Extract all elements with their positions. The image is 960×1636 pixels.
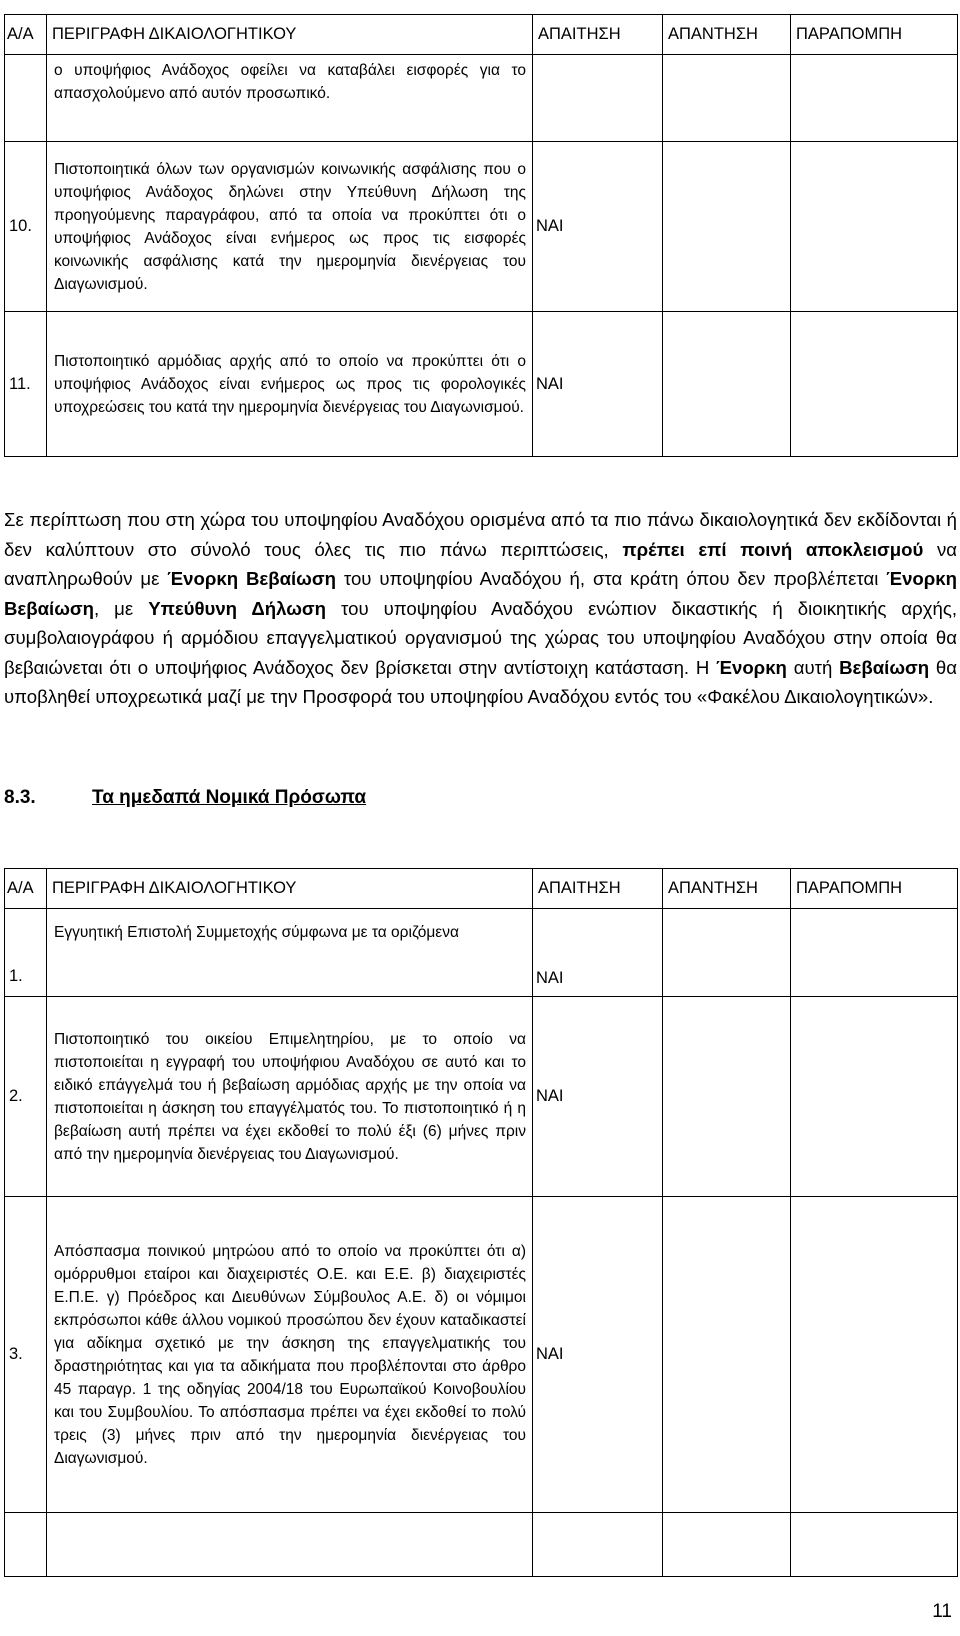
row-number (5, 55, 47, 142)
table-header-row (5, 869, 958, 909)
section-number: 8.3. (4, 787, 36, 808)
requirements-table-2 (4, 868, 958, 1577)
row-answer (663, 312, 791, 457)
header-description: ΠΕΡΙΓΡΑΦΗ ΔΙΚΑΙΟΛΟΓΗΤΙΚΟΥ (47, 15, 533, 55)
header-reference: ΠΑΡΑΠΟΜΠΗ (791, 15, 958, 55)
row-reference (791, 997, 958, 1197)
table-header-row (5, 15, 958, 55)
row-answer (663, 997, 791, 1197)
header-answer: ΑΠΑΝΤΗΣΗ (663, 15, 791, 55)
paragraph-text: του υποψηφίου Αναδόχου ενώπιον δικαστικής ή διοικητικής αρχής, συμβολαιογράφου ή αρμόδιου επαγγελματικού οργανισμού της χώρας του υποψηφίου Αναδόχου στην οποία θα βεβαιώνεται ότι ο υποψήφιος Ανάδοχος δεν βρίσκεται στην αντίστοιχη κατάσταση. Η (4, 597, 957, 678)
paragraph-emphasis: Βεβαίωση (839, 656, 930, 678)
row-reference (791, 312, 958, 457)
row-description (47, 1513, 533, 1577)
paragraph-emphasis: πρέπει επί ποινή αποκλεισμού (622, 538, 924, 560)
header-answer: ΑΠΑΝΤΗΣΗ (663, 869, 791, 909)
row-number: 2. (5, 997, 47, 1197)
header-reference: ΠΑΡΑΠΟΜΠΗ (791, 869, 958, 909)
row-number: 10. (5, 142, 47, 312)
row-number: 11. (5, 312, 47, 457)
paragraph-emphasis: Ένορκη Βεβαίωση (167, 568, 336, 589)
row-description: Πιστοποιητικό αρμόδιας αρχής από το οποίο να προκύπτει ότι ο υποψήφιος Ανάδοχος είναι ενήμερος ως προς τις φορολογικές υποχρεώσεις του κατά την ημερομηνία διενέργειας του Διαγωνισμού. (47, 312, 533, 457)
header-aa: Α/Α (5, 15, 47, 55)
paragraph-text: αυτή (786, 656, 840, 678)
row-reference (791, 909, 958, 997)
table-row (5, 142, 958, 312)
row-number (5, 1513, 47, 1577)
row-requirement (533, 55, 663, 142)
table-row (5, 1513, 958, 1577)
row-number: 3. (5, 1197, 47, 1513)
paragraph-text: , με (93, 597, 149, 619)
paragraph-emphasis: Ένορκη Βεβαίωση (4, 568, 958, 619)
row-description: Πιστοποιητικά όλων των οργανισμών κοινωνικής ασφάλισης που ο υποψήφιος Ανάδοχος δηλώνει στην Υπεύθυνη Δήλωση της προηγούμενης παραγράφου, από τα οποία να προκύπτει ότι ο υποψήφιος Ανάδοχος είναι ενήμερος ως προς τις εισφορές κοινωνικής ασφάλισης κατά την ημερομηνία διενέργειας του Διαγωνισμού. (47, 142, 533, 312)
row-answer (663, 1197, 791, 1513)
table-row (5, 312, 958, 457)
row-description: ο υποψήφιος Ανάδοχος οφείλει να καταβάλει εισφορές για το απασχολούμενο από αυτόν προσωπικό. (47, 55, 533, 142)
paragraph-text: Σε περίπτωση που στη χώρα του υποψηφίου Αναδόχου ορισμένα από τα πιο πάνω δικαιολογητικά δεν εκδίδονται ή δεν καλύπτουν στο σύνολό τους όλες τις πιο πάνω περιπτώσεις, (4, 509, 957, 560)
table-row (5, 997, 958, 1197)
row-answer (663, 55, 791, 142)
row-reference (791, 1513, 958, 1577)
paragraph-text: θα υποβληθεί υποχρεωτικά μαζί με την Προσφορά του υποψηφίου Αναδόχου εντός του «Φακέλου Δικαιολογητικών». (4, 656, 957, 707)
row-requirement: ΝΑΙ (533, 312, 663, 457)
table-row (5, 1197, 958, 1513)
row-requirement: ΝΑΙ (533, 1197, 663, 1513)
row-description: Πιστοποιητικό του οικείου Επιμελητηρίου, με το οποίο να πιστοποιείται η εγγραφή του υποψήφιου Αναδόχου σε αυτό και το ειδικό επάγγελμά του ή βεβαίωση αρμόδιας αρχής με την οποία να πιστοποιείται η άσκηση του επαγγέλματός του. Το πιστοποιητικό ή η βεβαίωση αυτή πρέπει να έχει εκδοθεί το πολύ έξι (6) μήνες πριν από την ημερομηνία διενέργειας του Διαγωνισμού. (47, 997, 533, 1197)
header-description: ΠΕΡΙΓΡΑΦΗ ΔΙΚΑΙΟΛΟΓΗΤΙΚΟΥ (47, 869, 533, 909)
row-requirement: ΝΑΙ (533, 909, 663, 997)
row-requirement: ΝΑΙ (533, 997, 663, 1197)
row-number: 1. (5, 909, 47, 997)
section-title: Τα ημεδαπά Νομικά Πρόσωπα (92, 787, 367, 808)
row-answer (663, 1513, 791, 1577)
paragraph-text: να αναπληρωθούν με (4, 538, 958, 589)
paragraph-emphasis: Ένορκη (716, 656, 787, 678)
section-heading (4, 787, 366, 809)
substitute-declaration-paragraph (4, 505, 957, 712)
table-row (5, 55, 958, 142)
row-description: Απόσπασμα ποινικού μητρώου από το οποίο να προκύπτει ότι α) ομόρρυθμοι εταίροι και διαχειριστές Ο.Ε. και Ε.Ε. β) διαχειριστές Ε.Π.Ε. γ) Πρόεδρος και Διευθύνων Σύμβουλος Α.Ε. δ) οι νόμιμοι εκπρόσωποι κάθε άλλου νομικού προσώπου δεν έχουν καταδικαστεί για αδίκημα σχετικό με την άσκηση της επαγγελματικής του δραστηριότητας και για τα αδικήματα που προβλέπονται στο άρθρο 45 παραγρ. 1 της οδηγίας 2004/18 του Ευρωπαϊκού Κοινοβουλίου και του Συμβουλίου. Το απόσπασμα πρέπει να έχει εκδοθεί το πολύ τρεις (3) μήνες πριν από την ημερομηνία διενέργειας του Διαγωνισμού. (47, 1197, 533, 1513)
table-row (5, 909, 958, 997)
header-aa: Α/Α (5, 869, 47, 909)
row-reference (791, 55, 958, 142)
row-reference (791, 1197, 958, 1513)
paragraph-text: του υποψηφίου Αναδόχου ή, στα κράτη όπου δεν προβλέπεται (335, 568, 887, 589)
requirements-table-1 (4, 14, 958, 457)
page-number: 11 (932, 1601, 952, 1622)
paragraph-emphasis: Υπεύθυνη Δήλωση (148, 597, 326, 619)
header-requirement: ΑΠΑΙΤΗΣΗ (533, 15, 663, 55)
row-description: Εγγυητική Επιστολή Συμμετοχής σύμφωνα με τα οριζόμενα (47, 909, 533, 997)
row-answer (663, 909, 791, 997)
row-reference (791, 142, 958, 312)
header-requirement: ΑΠΑΙΤΗΣΗ (533, 869, 663, 909)
row-requirement (533, 1513, 663, 1577)
row-requirement: ΝΑΙ (533, 142, 663, 312)
row-answer (663, 142, 791, 312)
